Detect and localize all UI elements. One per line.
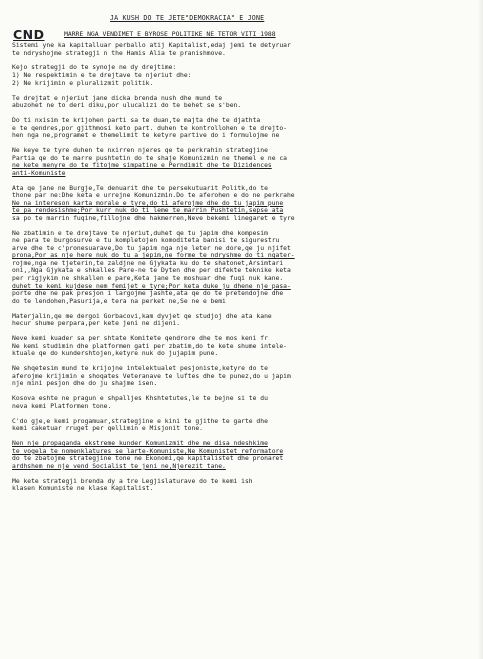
text-line: do te lendohen,Pasurija,e tera na perket ne,Se ne e bemi bbox=[12, 297, 226, 305]
text-line: porte dhe ne pak presjon i largojme jashte,ata qe do te pretendojne dhe bbox=[12, 290, 284, 298]
text-line: duhet te kemi kujdese nem femijet e tyre;Por keta duke ju dhene nje pasa- bbox=[12, 282, 291, 290]
text-line: Me kete strategji brenda dy a tre Legjislaturave do te kemi ish bbox=[12, 477, 253, 485]
paragraph bbox=[12, 230, 472, 305]
text-line: Ne kemi studimin dhe platformen gati per zbatim,do te kete shume intele- bbox=[12, 342, 287, 350]
paragraph bbox=[12, 313, 472, 328]
scan-shadow bbox=[478, 0, 483, 659]
text-line: Nen nje propaganda ekstreme kunder Komunizmit dhe me disa ndeshkime bbox=[12, 440, 268, 448]
text-line: Ne na intereson karta morale e tyre,do ti aferojme dhe do tu japim pune bbox=[12, 199, 284, 207]
paragraph bbox=[12, 440, 472, 470]
text-line: Do ti nxisim te krijohen parti sa te duan,te majta dhe te djathta bbox=[12, 117, 261, 124]
paragraph bbox=[12, 395, 472, 410]
text-line: Kejo strategji do te synoje ne dy drejtime: bbox=[12, 64, 177, 72]
text-line: te pa rendesishme;Por kurr nuk do ti leme te marrin Pushtetin,sepse ata bbox=[12, 207, 284, 215]
paragraph bbox=[12, 418, 472, 433]
text-line: thone par ne:Dhe keta e urrejne Komunizmin.Do te aferohen e do ne perkrahe bbox=[12, 192, 295, 200]
text-line: do te zbatojme strategjine tone ne Ekonomi,qe kapitalistet dhe pronaret bbox=[12, 455, 284, 463]
paragraph bbox=[12, 95, 472, 110]
text-line: klasen Komuniste ne klase Kapitalist. bbox=[12, 485, 154, 493]
text-line: 2) Ne krijimin e pluralizmit politik. bbox=[12, 79, 154, 87]
paragraph bbox=[12, 478, 472, 493]
text-line: Sistemi yne ka kapitalluar perballo atij Kapitalist,edaj jemi te detyruar bbox=[12, 42, 291, 49]
text-line: aferojme krijimin e shoqates Veteranave te luftes dhe te punez,do u japim bbox=[12, 372, 291, 380]
text-line: Ne zbatimin e te drejtave te njeriut,duhet qe tu japim dhe kompesim bbox=[12, 229, 268, 237]
text-line: Ata qe jane ne Burgje,Te denuarit dhe te persekutuarit Politk,do te bbox=[12, 184, 268, 192]
document-title: JA KUSH DO TE JETE"DEMOKRACIA" E JONE bbox=[110, 14, 265, 22]
text-line: ardhshem ne nje vend Socialist te jeni ne,Njerezit tane. bbox=[12, 462, 226, 470]
paragraph bbox=[12, 42, 472, 57]
text-line: ne kete menyre do te fitojme simpatine e Perndimit dhe te Dizidences bbox=[12, 162, 272, 170]
paragraph bbox=[12, 365, 472, 388]
text-line: hen nga ne,programet e themelimit te ketyre partive do i formulojme ne bbox=[12, 132, 280, 140]
text-line: Partia qe do te marre pushtetin do te shaje Komunizmin ne themel e ne ca bbox=[12, 154, 287, 162]
text-line: abuzohet ne to deri diku,por ulucalizi do te behet se s'ben. bbox=[12, 102, 242, 110]
document-subtitle: MARRE NGA VENDIMET E BYROSE POLITIKE NE TETOR VITI 1988 bbox=[64, 30, 276, 38]
text-line: Ne shqetesim mund te krijojne intelektualet pesjoniste,ketyre do te bbox=[12, 365, 268, 373]
text-line: Ne keye te tyre duhen te nxirren njeres qe te perkrahin strategjine bbox=[12, 147, 268, 155]
text-line: Neve kemi kuader sa per shtate Komitete qendrore dhe te mos keni fr bbox=[12, 335, 268, 343]
text-line: neva kemi Platformen tone. bbox=[12, 402, 112, 410]
text-line: ne para te burgosurve e tu kompletojen komoditeta banisi te sigurestru bbox=[12, 237, 280, 245]
text-line: C'do gje,e kemi progamuar,strategjine e kini te gjithe te garte dhe bbox=[12, 417, 268, 425]
text-line: Kosova eshte ne pragun e shpalljes Khshtetutes,le te bejne si te du bbox=[12, 395, 268, 403]
text-line: Te drejtat e njeriut jane dicka brenda nush dhe mund te bbox=[12, 94, 223, 102]
text-line: hecur shume perpara,per kete jeni ne dijeni. bbox=[12, 320, 181, 328]
text-line: 1) Ne respektimin e te drejtave te njeriut dhe: bbox=[12, 72, 192, 80]
paragraph bbox=[12, 117, 472, 140]
paragraph bbox=[12, 64, 472, 87]
text-line: anti-Komuniste bbox=[12, 169, 66, 177]
text-line: prona,Por as nje here nuk do tu a jepim,ne forme te ndryshme do ti ngater- bbox=[12, 252, 295, 260]
paragraph bbox=[12, 335, 472, 358]
paragraph bbox=[12, 185, 472, 223]
text-line: Materjalin,qe me dergoi Gorbacovi,kam dyvjet qe studjoj dhe ata kane bbox=[12, 312, 272, 320]
text-line: rojme,nga ne tjeterin,te zaldjne ne Gjykata ku do te shatonet,Arsimtari bbox=[12, 259, 284, 267]
text-line: kemi caketuar rruget per qellimin e Misjonit tone. bbox=[12, 425, 203, 433]
text-line: nje mini pesjon dhe do ju shajme isen. bbox=[12, 380, 158, 388]
text-line: te vogela te nomenklatures se larte-Komuniste,Ne Komunistet reformatore bbox=[12, 447, 284, 455]
paragraph bbox=[12, 147, 472, 177]
cnd-logo: CND bbox=[13, 27, 45, 42]
text-line: te ndryshojme strategji n the Hamis Alia te pranishmove. bbox=[12, 49, 226, 57]
text-line: e te qendres,por gjithmosi keto part. duhen te kontrollohen e te drejto- bbox=[12, 124, 287, 132]
text-line: arve dhe te c'pronesuarave,Do tu japim nga nje leter ne dore,qe ju njifet bbox=[12, 244, 291, 252]
text-line: per rigjykim ne shkallen e pare,Keta jane te moshuar dhe fuqi nuk kane. bbox=[12, 275, 284, 283]
text-line: ktuale qe do kundershtojen,ketyre nuk do jujapim pune. bbox=[12, 350, 219, 358]
text-line: oni,,Nga Gjykata e shkalles Pare-ne te Dyten dhe per difekte teknike keta bbox=[12, 267, 291, 275]
document-body bbox=[12, 42, 472, 500]
text-line: sa po te marrin fuqine,fillojne dhe hakmerren,Neve bekemi linegaret e tyre bbox=[12, 214, 295, 222]
